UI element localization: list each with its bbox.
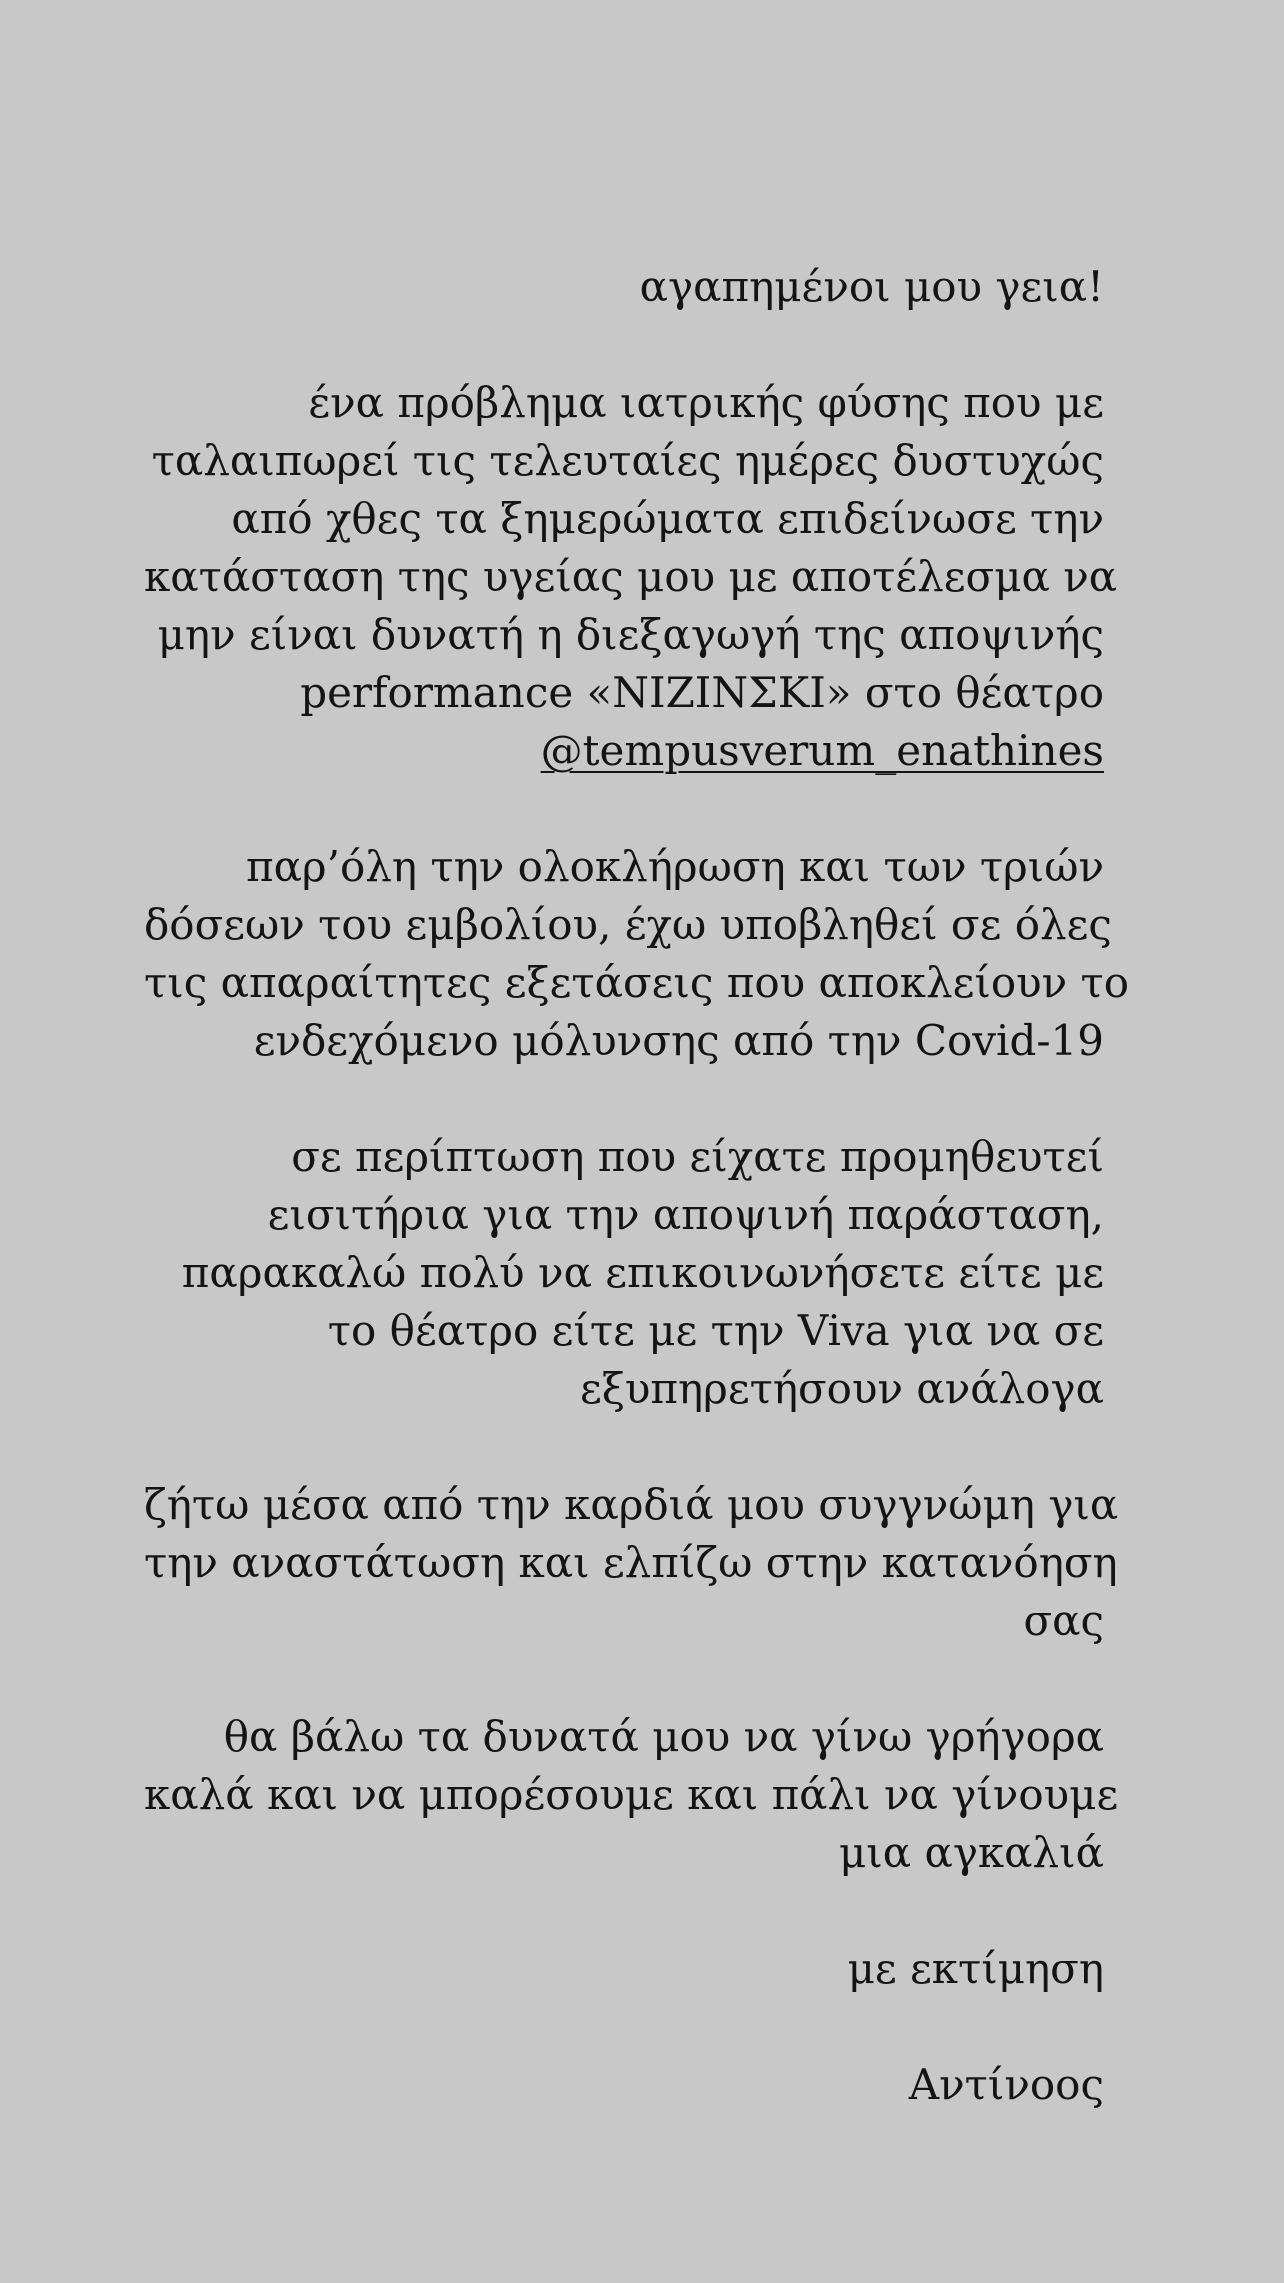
signature-line: Αντίνοος — [908, 2060, 1104, 2109]
closing-paragraph — [144, 1940, 1104, 1998]
text-line: σε περίπτωση που είχατε προμηθευτεί — [291, 1132, 1104, 1181]
greeting-line: αγαπημένοι μου γεια! — [639, 262, 1104, 311]
text-line: ενδεχόμενο μόλυνσης από την Covid-19 — [253, 1016, 1104, 1065]
text-line: την αναστάτωση και ελπίζω στην κατανόηση — [144, 1538, 1118, 1587]
text-line: ένα πρόβλημα ιατρικής φύσης που με — [308, 378, 1104, 427]
mention-line — [144, 722, 1104, 780]
text-line: ζήτω μέσα από την καρδιά μου συγγνώμη για — [144, 1480, 1119, 1529]
text-line: ταλαιπωρεί τις τελευταίες ημέρες δυστυχώς — [151, 436, 1104, 485]
text-line: σας — [1023, 1596, 1104, 1645]
recovery-paragraph — [144, 1708, 1119, 1882]
text-line: από χθες τα ξημερώματα επιδείνωσε την — [231, 494, 1104, 543]
text-line: καλά και να μπορέσουμε και πάλι να γίνουμε — [144, 1770, 1119, 1819]
signature-paragraph — [144, 2056, 1104, 2114]
tickets-paragraph — [144, 1128, 1104, 1418]
text-line: τις απαραίτητες εξετάσεις που αποκλείουν το — [144, 958, 1130, 1007]
text-line: μια αγκαλιά — [838, 1828, 1104, 1877]
vaccination-paragraph — [144, 838, 1130, 1070]
story-text — [144, 258, 1130, 2172]
text-line: εξυπηρετήσουν ανάλογα — [579, 1364, 1104, 1413]
medical-issue-paragraph — [144, 374, 1118, 780]
theatre-mention-link[interactable]: @tempusverum_enathines — [540, 726, 1104, 775]
apology-paragraph — [144, 1476, 1119, 1650]
text-line: εισιτήρια για την αποψινή παράσταση, — [267, 1190, 1104, 1239]
closing-line: με εκτίμηση — [847, 1944, 1104, 1993]
text-line: δόσεων του εμβολίου, έχω υποβληθεί σε όλες — [144, 900, 1112, 949]
text-line: κατάσταση της υγείας μου με αποτέλεσμα να — [144, 552, 1118, 601]
greeting-paragraph — [144, 258, 1104, 316]
text-line: θα βάλω τα δυνατά μου να γίνω γρήγορα — [223, 1712, 1104, 1761]
text-line: μην είναι δυνατή η διεξαγωγή της αποψινής — [157, 610, 1104, 659]
text-line: παρακαλώ πολύ να επικοινωνήσετε είτε με — [181, 1248, 1104, 1297]
text-line: παρ’όλη την ολοκλήρωση και των τριών — [245, 842, 1104, 891]
text-line: performance «ΝΙΖΙΝΣΚΙ» στο θέατρο — [300, 668, 1104, 717]
text-line: το θέατρο είτε με την Viva για να σε — [327, 1306, 1104, 1355]
